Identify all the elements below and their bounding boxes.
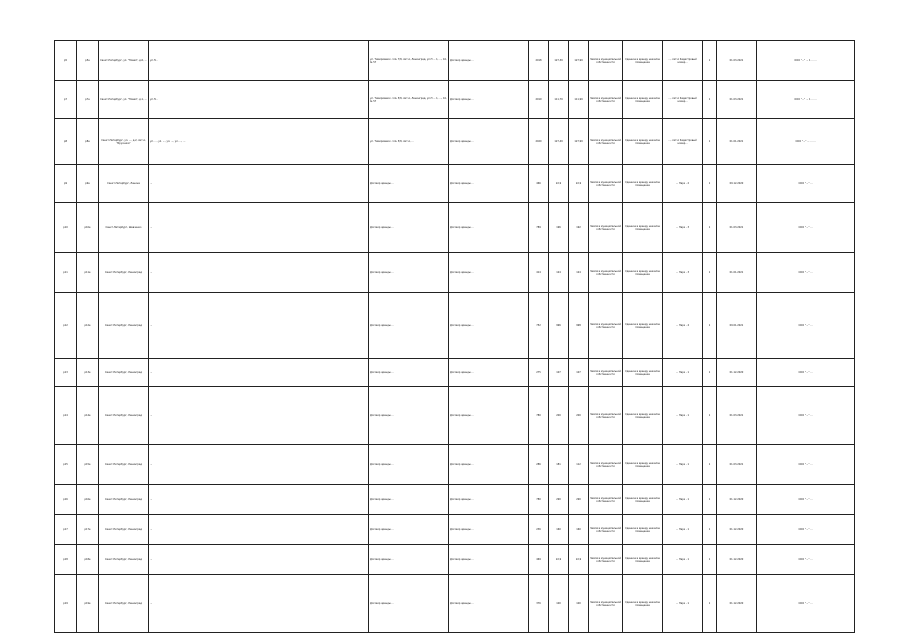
cell-c: 998 bbox=[569, 293, 589, 359]
cell-code: p14e bbox=[77, 387, 99, 445]
cell-n: p8 bbox=[55, 119, 77, 165]
cell-owner: ... Парк - 3 bbox=[663, 203, 703, 253]
cell-note: ООО "..." ... bbox=[757, 485, 855, 515]
cell-date: 01.12.2020 bbox=[717, 545, 757, 575]
cell-kind: Земля в муниципальной собственности bbox=[589, 387, 623, 445]
cell-type: Сданное в аренду нежилое помещение bbox=[623, 359, 663, 387]
table-row bbox=[55, 253, 855, 293]
cell-note: ООО "..." ... bbox=[757, 515, 855, 545]
cell-cnt: 1 bbox=[703, 81, 717, 119]
cell-streets: ... bbox=[149, 203, 369, 253]
cell-owner: ... Парк - 1 bbox=[663, 515, 703, 545]
cell-streets: ... bbox=[149, 359, 369, 387]
cell-date: 01.03.2021 bbox=[717, 203, 757, 253]
cell-grounds: Договор аренды ... bbox=[449, 545, 529, 575]
cell-streets: ... bbox=[149, 515, 369, 545]
cell-doc: ул. Тимирязевск. 1 № 5/8, лит.А, ... bbox=[369, 119, 449, 165]
cell-date: 01.12.2020 bbox=[717, 515, 757, 545]
cell-kind: Земля в муниципальной собственности bbox=[589, 41, 623, 81]
cell-owner: ... Парк - 1 bbox=[663, 387, 703, 445]
cell-type: Сданное в аренду нежилое помещение bbox=[623, 203, 663, 253]
cell-c: 127,99 bbox=[569, 41, 589, 81]
cell-b: 996 bbox=[549, 293, 569, 359]
cell-code: p11e bbox=[77, 253, 99, 293]
table-row bbox=[55, 387, 855, 445]
cell-grounds: Договор аренды ... bbox=[449, 119, 529, 165]
registry-page bbox=[54, 40, 854, 622]
cell-n: p14 bbox=[55, 387, 77, 445]
cell-grounds: Договор аренды ... bbox=[449, 293, 529, 359]
cell-n: p18 bbox=[55, 545, 77, 575]
cell-type: Сданное в аренду нежилое помещение bbox=[623, 485, 663, 515]
cell-n: p5 bbox=[55, 41, 77, 81]
cell-a: 2019 bbox=[529, 81, 549, 119]
cell-addr: Санкт-Петербург, Ленинград bbox=[99, 253, 149, 293]
cell-kind: Земля в муниципальной собственности bbox=[589, 515, 623, 545]
cell-doc: Договор аренды ... bbox=[369, 359, 449, 387]
cell-owner: ... Парк - 1 bbox=[663, 359, 703, 387]
cell-note: ООО "..." ... bbox=[757, 165, 855, 203]
cell-b: 160 bbox=[549, 515, 569, 545]
cell-kind: Земля в муниципальной собственности bbox=[589, 203, 623, 253]
cell-b: 290 bbox=[549, 485, 569, 515]
cell-a: 752 bbox=[529, 293, 549, 359]
cell-b: 181 bbox=[549, 445, 569, 485]
table-row bbox=[55, 515, 855, 545]
cell-kind: Земля в муниципальной собственности bbox=[589, 253, 623, 293]
table-row bbox=[55, 293, 855, 359]
cell-kind: Земля в муниципальной собственности bbox=[589, 165, 623, 203]
cell-cnt: 1 bbox=[703, 41, 717, 81]
cell-addr: Санкт-Петербург, ул. ..., д.2, лит.А, "Брусника" bbox=[99, 119, 149, 165]
cell-date: 01.03.2021 bbox=[717, 445, 757, 485]
cell-doc: ул. Тимирязевск. 1 № 5/8, лит.А, Ленинград, ул.П ... 1, ..., 10, № 57 bbox=[369, 81, 449, 119]
cell-streets: ... bbox=[149, 165, 369, 203]
table-row bbox=[55, 81, 855, 119]
cell-b: 127,39 bbox=[549, 41, 569, 81]
cell-cnt: 1 bbox=[703, 387, 717, 445]
cell-date: 01.01.2021 bbox=[717, 119, 757, 165]
cell-a: 286 bbox=[529, 445, 549, 485]
cell-type: Сданное в аренду нежилое помещение bbox=[623, 575, 663, 633]
cell-streets: ... bbox=[149, 293, 369, 359]
cell-c: 100 bbox=[569, 575, 589, 633]
cell-cnt: 1 bbox=[703, 165, 717, 203]
cell-owner: ... Парк - 2 bbox=[663, 165, 703, 203]
cell-streets: ... bbox=[149, 545, 369, 575]
cell-grounds: Договор аренды ... bbox=[449, 445, 529, 485]
cell-b: 111,79 bbox=[549, 81, 569, 119]
cell-b: 127,49 bbox=[549, 119, 569, 165]
table-row bbox=[55, 445, 855, 485]
cell-code: p19e bbox=[77, 575, 99, 633]
cell-c: 111,99 bbox=[569, 81, 589, 119]
cell-date: 01.03.2021 bbox=[717, 387, 757, 445]
table-row bbox=[55, 41, 855, 81]
cell-a: 780 bbox=[529, 485, 549, 515]
cell-addr: Санкт-Петербург, Ленинград bbox=[99, 293, 149, 359]
cell-kind: Земля в муниципальной собственности bbox=[589, 445, 623, 485]
cell-streets: ул.П... bbox=[149, 41, 369, 81]
cell-code: p12e bbox=[77, 293, 99, 359]
cell-n: p15 bbox=[55, 445, 77, 485]
cell-owner: ... Парк - 1 bbox=[663, 575, 703, 633]
cell-note: ООО "..." ... ... ... bbox=[757, 119, 855, 165]
cell-code: p13e bbox=[77, 359, 99, 387]
cell-c: 200 bbox=[569, 387, 589, 445]
cell-a: 275 bbox=[529, 359, 549, 387]
cell-addr: Санкт-Петербург, Ленинград bbox=[99, 485, 149, 515]
cell-streets: ... bbox=[149, 485, 369, 515]
cell-streets: ... bbox=[149, 253, 369, 293]
cell-code: p15e bbox=[77, 445, 99, 485]
cell-code: p9e bbox=[77, 165, 99, 203]
cell-kind: Земля в муниципальной собственности bbox=[589, 119, 623, 165]
cell-note: ООО "..." ... bbox=[757, 293, 855, 359]
cell-a: 236 bbox=[529, 515, 549, 545]
cell-a: 780 bbox=[529, 387, 549, 445]
cell-doc: Договор аренды ... bbox=[369, 515, 449, 545]
cell-date: 09.12.2020 bbox=[717, 165, 757, 203]
cell-date: 01.01.2021 bbox=[717, 253, 757, 293]
cell-cnt: 1 bbox=[703, 359, 717, 387]
cell-owner: ... Парк - 1 bbox=[663, 545, 703, 575]
cell-code: p10e bbox=[77, 203, 99, 253]
cell-doc: Договор аренды ... bbox=[369, 253, 449, 293]
cell-n: p11 bbox=[55, 253, 77, 293]
cell-note: ООО "..." ... bbox=[757, 203, 855, 253]
cell-c: 160 bbox=[569, 515, 589, 545]
cell-type: Сданное в аренду нежилое помещение bbox=[623, 515, 663, 545]
cell-streets: ул. ..., ул. ..., ул. ..., ул. ..., ... bbox=[149, 119, 369, 165]
cell-grounds: Договор аренды ... bbox=[449, 253, 529, 293]
cell-n: p7 bbox=[55, 81, 77, 119]
cell-grounds: Договор аренды ... bbox=[449, 165, 529, 203]
cell-code: p16e bbox=[77, 485, 99, 515]
cell-note: ООО "..." ... bbox=[757, 545, 855, 575]
cell-cnt: 1 bbox=[703, 119, 717, 165]
cell-kind: Земля в муниципальной собственности bbox=[589, 81, 623, 119]
cell-addr: Санкт-Петербург, ул. "Новая", д.6, ... bbox=[99, 41, 149, 81]
cell-owner: ... Парк - 1 bbox=[663, 485, 703, 515]
cell-date: 01.03.2021 bbox=[717, 81, 757, 119]
cell-c: 22,9 bbox=[569, 165, 589, 203]
cell-grounds: Договор аренды ... bbox=[449, 485, 529, 515]
cell-b: 22,9 bbox=[549, 165, 569, 203]
cell-cnt: 1 bbox=[703, 445, 717, 485]
cell-c: 290 bbox=[569, 485, 589, 515]
cell-cnt: 1 bbox=[703, 575, 717, 633]
cell-type: Сданное в аренду нежилое помещение bbox=[623, 165, 663, 203]
cell-a: 2020 bbox=[529, 119, 549, 165]
cell-b: 196 bbox=[549, 203, 569, 253]
cell-a: 414 bbox=[529, 253, 549, 293]
cell-n: p12 bbox=[55, 293, 77, 359]
cell-cnt: 1 bbox=[703, 203, 717, 253]
cell-doc: Договор аренды ... bbox=[369, 293, 449, 359]
cell-addr: Санкт-Петербург, Ленинград bbox=[99, 515, 149, 545]
cell-doc: Договор аренды ... bbox=[369, 165, 449, 203]
cell-doc: Договор аренды ... bbox=[369, 485, 449, 515]
cell-code: p5e bbox=[77, 41, 99, 81]
cell-owner: ..., лит.А Кадастровый номер... bbox=[663, 41, 703, 81]
cell-addr: Санкт-Петербург, Ленинград bbox=[99, 445, 149, 485]
cell-grounds: Договор аренды ... bbox=[449, 387, 529, 445]
cell-note: ООО "..." ... 1 ... ... bbox=[757, 41, 855, 81]
cell-n: p17 bbox=[55, 515, 77, 545]
cell-type: Сданное в аренду нежилое помещение bbox=[623, 545, 663, 575]
table-row bbox=[55, 545, 855, 575]
cell-note: ООО "..." ... bbox=[757, 387, 855, 445]
cell-kind: Земля в муниципальной собственности bbox=[589, 545, 623, 575]
cell-owner: ..., лит.А Кадастровый номер... bbox=[663, 81, 703, 119]
table-row bbox=[55, 575, 855, 633]
cell-a: 789 bbox=[529, 203, 549, 253]
cell-type: Сданное в аренду нежилое помещение bbox=[623, 293, 663, 359]
cell-doc: Договор аренды ... bbox=[369, 545, 449, 575]
cell-owner: ... Парк - 4 bbox=[663, 293, 703, 359]
cell-addr: Санкт-Петербург, Ленина bbox=[99, 165, 149, 203]
cell-code: p7e bbox=[77, 81, 99, 119]
cell-type: Сданное в аренду нежилое помещение bbox=[623, 81, 663, 119]
cell-type: Сданное в аренду нежилое помещение bbox=[623, 119, 663, 165]
cell-c: 107 bbox=[569, 359, 589, 387]
cell-type: Сданное в аренду нежилое помещение bbox=[623, 445, 663, 485]
cell-b: 200 bbox=[549, 387, 569, 445]
cell-addr: Санкт-Петербург, Ленинград bbox=[99, 575, 149, 633]
cell-date: 01.03.2021 bbox=[717, 41, 757, 81]
cell-grounds: Договор аренды ... bbox=[449, 203, 529, 253]
table-row bbox=[55, 119, 855, 165]
cell-c: 124 bbox=[569, 253, 589, 293]
registry-table bbox=[54, 40, 855, 633]
cell-type: Сданное в аренду нежилое помещение bbox=[623, 41, 663, 81]
cell-cnt: 1 bbox=[703, 293, 717, 359]
cell-grounds: Договор аренды ... bbox=[449, 81, 529, 119]
cell-kind: Земля в муниципальной собственности bbox=[589, 575, 623, 633]
cell-doc: Договор аренды ... bbox=[369, 445, 449, 485]
cell-kind: Земля в муниципальной собственности bbox=[589, 359, 623, 387]
cell-cnt: 1 bbox=[703, 515, 717, 545]
cell-streets: ... bbox=[149, 445, 369, 485]
cell-n: p19 bbox=[55, 575, 77, 633]
cell-cnt: 1 bbox=[703, 253, 717, 293]
table-row bbox=[55, 485, 855, 515]
cell-note: ООО "..." ... bbox=[757, 445, 855, 485]
cell-n: p16 bbox=[55, 485, 77, 515]
cell-grounds: Договор аренды ... bbox=[449, 41, 529, 81]
cell-code: p18e bbox=[77, 545, 99, 575]
cell-addr: Санкт-Петербург, Шевченко bbox=[99, 203, 149, 253]
cell-cnt: 1 bbox=[703, 545, 717, 575]
cell-type: Сданное в аренду нежилое помещение bbox=[623, 387, 663, 445]
cell-grounds: Договор аренды ... bbox=[449, 515, 529, 545]
cell-code: p17e bbox=[77, 515, 99, 545]
cell-addr: Санкт-Петербург, Ленинград bbox=[99, 359, 149, 387]
cell-owner: ..., лит.А Кадастровый номер... bbox=[663, 119, 703, 165]
cell-c: 192 bbox=[569, 203, 589, 253]
cell-n: p13 bbox=[55, 359, 77, 387]
cell-kind: Земля в муниципальной собственности bbox=[589, 485, 623, 515]
cell-b: 107 bbox=[549, 359, 569, 387]
cell-c: 127,99 bbox=[569, 119, 589, 165]
cell-b: 100 bbox=[549, 575, 569, 633]
cell-b: 22,9 bbox=[549, 545, 569, 575]
cell-n: p10 bbox=[55, 203, 77, 253]
cell-date: 01.12.2020 bbox=[717, 575, 757, 633]
cell-c: 22,9 bbox=[569, 545, 589, 575]
cell-grounds: Договор аренды ... bbox=[449, 575, 529, 633]
cell-doc: Договор аренды ... bbox=[369, 203, 449, 253]
cell-code: p8e bbox=[77, 119, 99, 165]
cell-grounds: Договор аренды ... bbox=[449, 359, 529, 387]
cell-owner: ... Парк - 1 bbox=[663, 445, 703, 485]
cell-addr: Санкт-Петербург, ул. "Новая", д.1, ... bbox=[99, 81, 149, 119]
cell-date: 09.01.2021 bbox=[717, 293, 757, 359]
cell-note: ООО "..." ... 1 ... ... bbox=[757, 81, 855, 119]
cell-doc: Договор аренды ... bbox=[369, 575, 449, 633]
cell-addr: Санкт-Петербург, Ленинград bbox=[99, 545, 149, 575]
cell-date: 01.12.2020 bbox=[717, 485, 757, 515]
cell-streets: ... bbox=[149, 575, 369, 633]
cell-streets: ул.П... bbox=[149, 81, 369, 119]
table-row bbox=[55, 203, 855, 253]
cell-doc: Договор аренды ... bbox=[369, 387, 449, 445]
cell-note: ООО "..." ... bbox=[757, 575, 855, 633]
cell-type: Сданное в аренду нежилое помещение bbox=[623, 253, 663, 293]
cell-owner: ... Парк - 3 bbox=[663, 253, 703, 293]
cell-addr: Санкт-Петербург, Ленинград bbox=[99, 387, 149, 445]
cell-date: 01.12.2020 bbox=[717, 359, 757, 387]
cell-kind: Земля в муниципальной собственности bbox=[589, 293, 623, 359]
table-row bbox=[55, 359, 855, 387]
table-row bbox=[55, 165, 855, 203]
cell-a: 376 bbox=[529, 575, 549, 633]
cell-note: ООО "..." ... bbox=[757, 359, 855, 387]
cell-doc: ул. Тимирязевск. 1 № 7/8, лит.А, Ленинград, ул.П ... 1, ..., 10, № 57 bbox=[369, 41, 449, 81]
cell-b: 124 bbox=[549, 253, 569, 293]
cell-a: 466 bbox=[529, 165, 549, 203]
cell-a: 2018 bbox=[529, 41, 549, 81]
cell-streets: ... bbox=[149, 387, 369, 445]
cell-n: p9 bbox=[55, 165, 77, 203]
cell-a: 469 bbox=[529, 545, 549, 575]
cell-note: ООО "..." ... bbox=[757, 253, 855, 293]
cell-c: 112 bbox=[569, 445, 589, 485]
cell-cnt: 1 bbox=[703, 485, 717, 515]
